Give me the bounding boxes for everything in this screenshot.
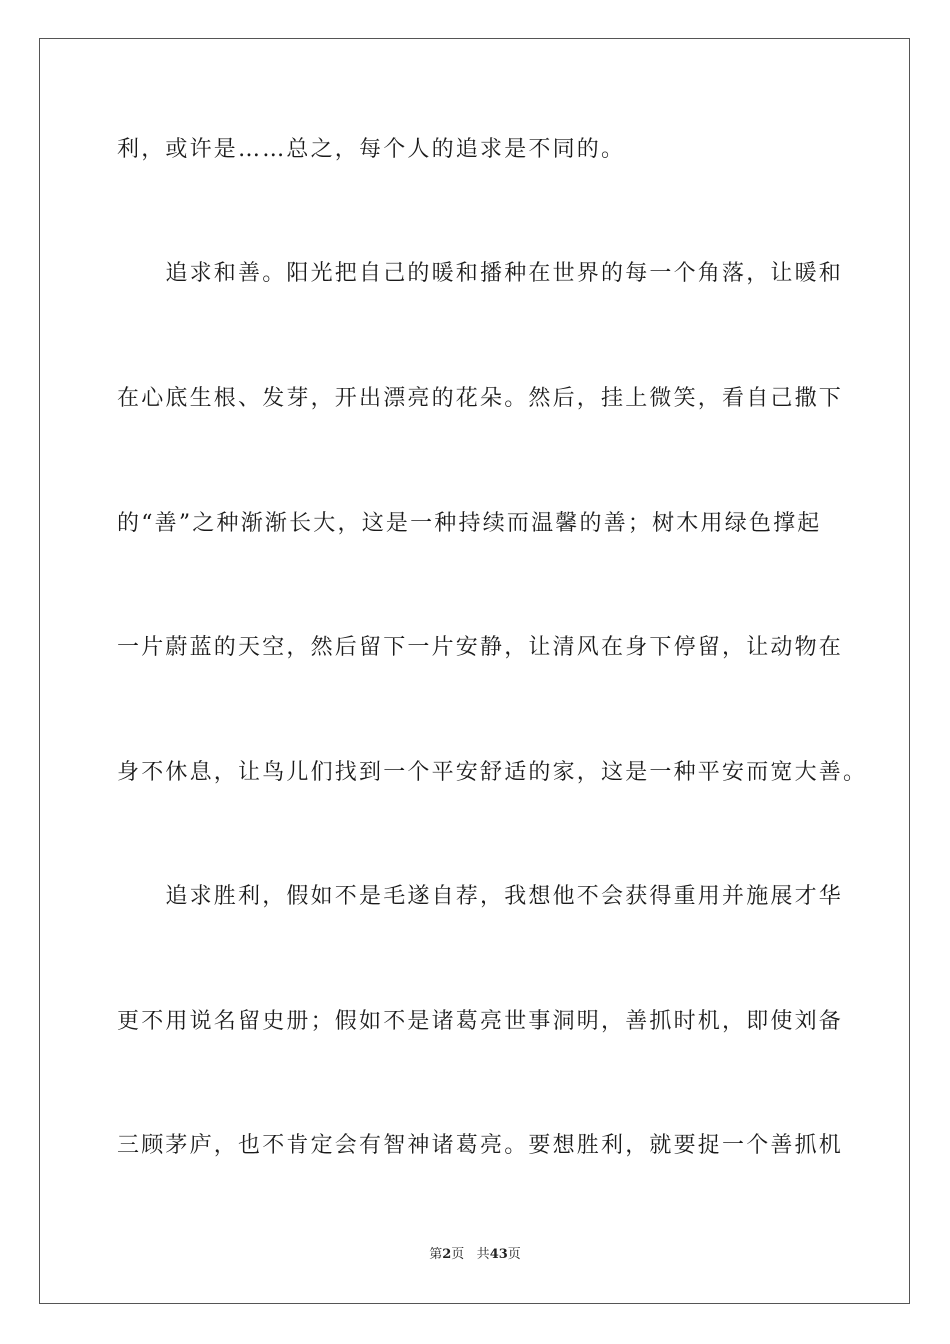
total-prefix: 共 bbox=[476, 1247, 490, 1262]
text-line: 一片蔚蓝的天空，然后留下一片安静，让清风在身下停留，让动物在 bbox=[117, 635, 844, 660]
text-line: 追求和善。阳光把自己的暖和播种在世界的每一个角落，让暖和 bbox=[117, 261, 844, 286]
total-suffix: 页 bbox=[507, 1247, 521, 1262]
text-line: 的“善”之种渐渐长大，这是一种持续而温馨的善；树木用绿色撑起 bbox=[117, 511, 822, 536]
total-pages: 43 bbox=[489, 1247, 508, 1262]
page-suffix: 页 bbox=[451, 1247, 465, 1262]
text-line: 追求胜利，假如不是毛遂自荐，我想他不会获得重用并施展才华 bbox=[117, 884, 844, 909]
page-prefix: 第 bbox=[429, 1247, 443, 1262]
page-footer bbox=[0, 1243, 950, 1262]
text-line: 更不用说名留史册；假如不是诸葛亮世事洞明，善抓时机，即使刘备 bbox=[117, 1009, 844, 1034]
text-line: 身不休息，让鸟儿们找到一个平安舒适的家，这是一种平安而宽大善。 bbox=[117, 760, 868, 785]
page-number: 2 bbox=[442, 1247, 452, 1262]
text-line: 利，或许是……总之，每个人的追求是不同的。 bbox=[117, 137, 626, 162]
page-border bbox=[39, 38, 910, 1304]
text-line: 在心底生根、发芽，开出漂亮的花朵。然后，挂上微笑，看自己撒下 bbox=[117, 386, 844, 411]
text-line: 三顾茅庐，也不肯定会有智神诸葛亮。要想胜利，就要捉一个善抓机 bbox=[117, 1133, 844, 1158]
